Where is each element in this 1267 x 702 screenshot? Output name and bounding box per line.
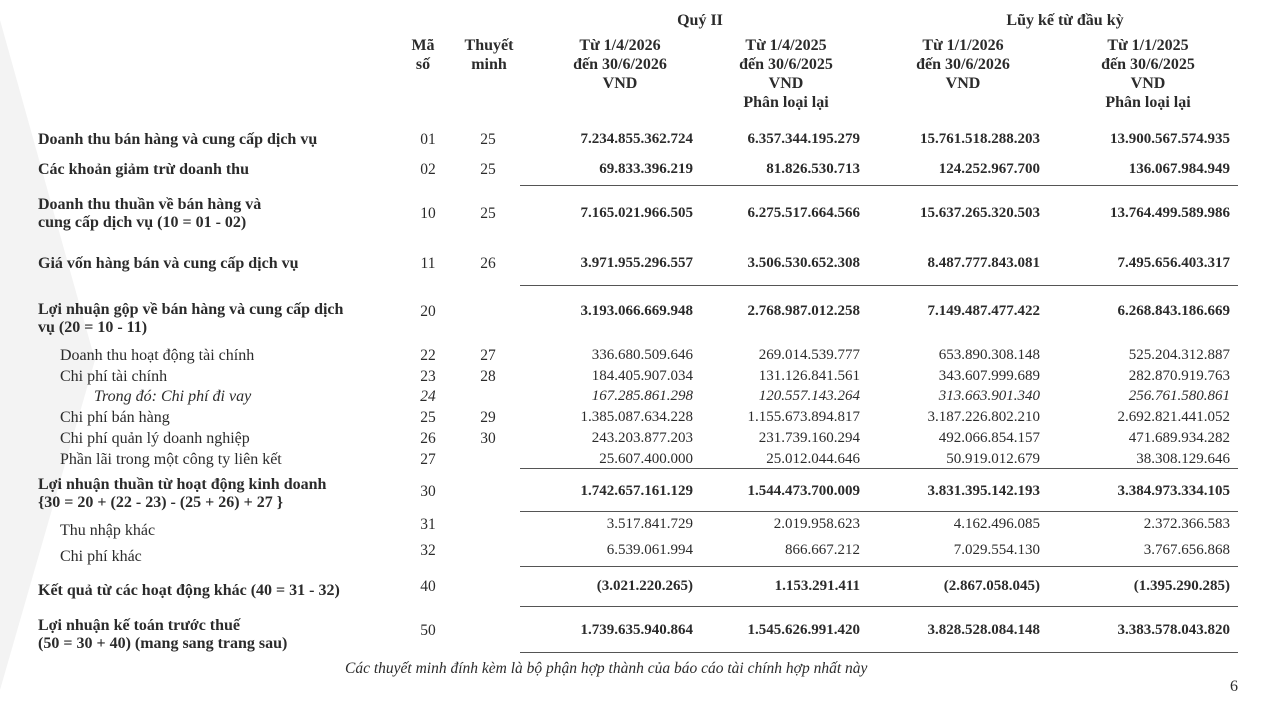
header-col-ytd-2026: Từ 1/1/2026 đến 30/6/2026 VND bbox=[916, 37, 1010, 92]
row-value-col1: 7.234.855.362.724 bbox=[580, 131, 693, 147]
row-code: 32 bbox=[420, 542, 436, 559]
row-value-col1: 184.405.907.034 bbox=[591, 368, 693, 384]
row-note: 29 bbox=[480, 409, 496, 426]
row-code: 27 bbox=[420, 451, 436, 468]
row-value-col1: 25.607.400.000 bbox=[599, 451, 693, 467]
row-value-col1: 336.680.509.646 bbox=[591, 347, 693, 363]
row-label: Giá vốn hàng bán và cung cấp dịch vụ bbox=[38, 255, 299, 272]
table-rule bbox=[520, 566, 1238, 567]
row-value-col2: 866.667.212 bbox=[785, 542, 860, 558]
row-label: Chi phí khác bbox=[60, 548, 142, 565]
row-value-col1: (3.021.220.265) bbox=[596, 578, 693, 594]
row-value-col3: 15.761.518.288.203 bbox=[920, 131, 1040, 147]
row-value-col2: 1.155.673.894.817 bbox=[747, 409, 860, 425]
row-value-col4: 471.689.934.282 bbox=[1128, 430, 1230, 446]
row-value-col2: 2.768.987.012.258 bbox=[747, 303, 860, 319]
row-value-col4: 3.767.656.868 bbox=[1143, 542, 1230, 558]
header-note: Thuyết minh bbox=[464, 37, 514, 73]
row-code: 20 bbox=[420, 303, 436, 320]
row-value-col4: 3.384.973.334.105 bbox=[1117, 483, 1230, 499]
row-value-col3: 124.252.967.700 bbox=[938, 161, 1040, 177]
row-label: Lợi nhuận kế toán trước thuế (50 = 30 + 40) (mang sang trang sau) bbox=[38, 617, 288, 652]
row-label: Phần lãi trong một công ty liên kết bbox=[60, 451, 282, 468]
table-rule bbox=[520, 185, 1238, 186]
row-value-col3: 50.919.012.679 bbox=[946, 451, 1040, 467]
row-label: Thu nhập khác bbox=[60, 522, 156, 539]
row-code: 30 bbox=[420, 483, 436, 500]
page-number: 6 bbox=[1230, 678, 1238, 695]
row-value-col4: 3.383.578.043.820 bbox=[1117, 622, 1230, 638]
row-value-col3: 7.029.554.130 bbox=[953, 542, 1040, 558]
row-value-col3: 653.890.308.148 bbox=[938, 347, 1040, 363]
row-note: 25 bbox=[480, 161, 496, 178]
row-value-col4: 2.692.821.441.052 bbox=[1117, 409, 1230, 425]
row-value-col1: 7.165.021.966.505 bbox=[580, 205, 693, 221]
row-value-col4: (1.395.290.285) bbox=[1133, 578, 1230, 594]
row-code: 24 bbox=[420, 388, 436, 405]
row-value-col4: 282.870.919.763 bbox=[1128, 368, 1230, 384]
row-value-col2: 2.019.958.623 bbox=[773, 516, 860, 532]
table-rule bbox=[520, 468, 1238, 469]
row-value-col3: 313.663.901.340 bbox=[938, 388, 1040, 404]
row-value-col2: 6.357.344.195.279 bbox=[747, 131, 860, 147]
row-value-col2: 81.826.530.713 bbox=[766, 161, 860, 177]
row-value-col3: 7.149.487.477.422 bbox=[927, 303, 1040, 319]
row-label: Chi phí bán hàng bbox=[60, 409, 170, 426]
row-code: 02 bbox=[420, 161, 436, 178]
row-label: Doanh thu bán hàng và cung cấp dịch vụ bbox=[38, 131, 318, 148]
row-value-col2: 1.544.473.700.009 bbox=[747, 483, 860, 499]
row-value-col1: 3.517.841.729 bbox=[606, 516, 693, 532]
row-value-col4: 2.372.366.583 bbox=[1143, 516, 1230, 532]
row-value-col1: 3.971.955.296.557 bbox=[580, 255, 693, 271]
row-label: Chi phí quản lý doanh nghiệp bbox=[60, 430, 250, 447]
row-value-col1: 1.742.657.161.129 bbox=[580, 483, 693, 499]
table-rule bbox=[520, 511, 1238, 512]
row-note: 27 bbox=[480, 347, 496, 364]
header-col-ytd-2025: Từ 1/1/2025 đến 30/6/2025 VND Phân loại lại bbox=[1101, 37, 1195, 111]
row-code: 23 bbox=[420, 368, 436, 385]
table-rule bbox=[520, 606, 1238, 607]
row-value-col2: 1.545.626.991.420 bbox=[747, 622, 860, 638]
header-col-q2-2025: Từ 1/4/2025 đến 30/6/2025 VND Phân loại lại bbox=[739, 37, 833, 111]
row-value-col2: 1.153.291.411 bbox=[774, 578, 860, 594]
row-value-col1: 6.539.061.994 bbox=[606, 542, 693, 558]
row-value-col2: 120.557.143.264 bbox=[758, 388, 860, 404]
row-label: Lợi nhuận gộp về bán hàng và cung cấp dịch vụ (20 = 10 - 11) bbox=[38, 301, 344, 336]
row-note: 25 bbox=[480, 131, 496, 148]
row-value-col4: 7.495.656.403.317 bbox=[1117, 255, 1230, 271]
row-value-col4: 6.268.843.186.669 bbox=[1117, 303, 1230, 319]
row-code: 10 bbox=[420, 205, 436, 222]
row-value-col3: 492.066.854.157 bbox=[938, 430, 1040, 446]
row-code: 31 bbox=[420, 516, 436, 533]
row-label: Lợi nhuận thuần từ hoạt động kinh doanh {30 = 20 + (22 - 23) - (25 + 26) + 27 } bbox=[38, 476, 327, 511]
row-value-col3: 8.487.777.843.081 bbox=[927, 255, 1040, 271]
row-code: 50 bbox=[420, 622, 436, 639]
row-value-col4: 38.308.129.646 bbox=[1136, 451, 1230, 467]
row-note: 25 bbox=[480, 205, 496, 222]
row-value-col4: 136.067.984.949 bbox=[1128, 161, 1230, 177]
row-value-col2: 25.012.044.646 bbox=[766, 451, 860, 467]
row-label: Doanh thu hoạt động tài chính bbox=[60, 347, 255, 364]
row-value-col1: 69.833.396.219 bbox=[599, 161, 693, 177]
row-value-col2: 3.506.530.652.308 bbox=[747, 255, 860, 271]
row-value-col3: 343.607.999.689 bbox=[938, 368, 1040, 384]
row-value-col2: 131.126.841.561 bbox=[758, 368, 860, 384]
table-rule bbox=[520, 285, 1238, 286]
table-rule bbox=[520, 652, 1238, 653]
row-note: 28 bbox=[480, 368, 496, 385]
row-code: 26 bbox=[420, 430, 436, 447]
row-value-col3: 4.162.496.085 bbox=[953, 516, 1040, 532]
row-value-col4: 13.764.499.589.986 bbox=[1110, 205, 1230, 221]
row-value-col2: 6.275.517.664.566 bbox=[747, 205, 860, 221]
header-ytd-group: Lũy kế từ đầu kỳ bbox=[1006, 12, 1124, 29]
row-code: 25 bbox=[420, 409, 436, 426]
row-value-col4: 13.900.567.574.935 bbox=[1110, 131, 1230, 147]
row-note: 26 bbox=[480, 255, 496, 272]
row-value-col3: 3.831.395.142.193 bbox=[927, 483, 1040, 499]
row-value-col2: 231.739.160.294 bbox=[758, 430, 860, 446]
row-code: 40 bbox=[420, 578, 436, 595]
row-label: Chi phí tài chính bbox=[60, 368, 168, 385]
row-value-col3: 3.828.528.084.148 bbox=[927, 622, 1040, 638]
header-col-q2-2026: Từ 1/4/2026 đến 30/6/2026 VND bbox=[573, 37, 667, 92]
row-value-col1: 243.203.877.203 bbox=[591, 430, 693, 446]
row-label: Các khoản giảm trừ doanh thu bbox=[38, 161, 249, 178]
header-code: Mã số bbox=[411, 37, 435, 73]
row-value-col4: 256.761.580.861 bbox=[1128, 388, 1230, 404]
header-quarter-group: Quý II bbox=[677, 12, 723, 29]
row-value-col3: (2.867.058.045) bbox=[943, 578, 1040, 594]
row-value-col1: 1.739.635.940.864 bbox=[580, 622, 693, 638]
row-value-col1: 1.385.087.634.228 bbox=[580, 409, 693, 425]
row-label: Trong đó: Chi phí đi vay bbox=[94, 388, 252, 405]
row-note: 30 bbox=[480, 430, 496, 447]
row-value-col1: 3.193.066.669.948 bbox=[580, 303, 693, 319]
row-value-col3: 15.637.265.320.503 bbox=[920, 205, 1040, 221]
row-value-col4: 525.204.312.887 bbox=[1128, 347, 1230, 363]
row-code: 01 bbox=[420, 131, 436, 148]
row-label: Kết quả từ các hoạt động khác (40 = 31 - 32) bbox=[38, 582, 340, 599]
row-value-col1: 167.285.861.298 bbox=[591, 388, 693, 404]
footer-note: Các thuyết minh đính kèm là bộ phận hợp thành của báo cáo tài chính hợp nhất này bbox=[345, 660, 868, 677]
row-code: 11 bbox=[420, 255, 436, 272]
row-value-col2: 269.014.539.777 bbox=[758, 347, 860, 363]
row-label: Doanh thu thuần về bán hàng và cung cấp dịch vụ (10 = 01 - 02) bbox=[38, 196, 262, 231]
row-value-col3: 3.187.226.802.210 bbox=[927, 409, 1040, 425]
row-code: 22 bbox=[420, 347, 436, 364]
